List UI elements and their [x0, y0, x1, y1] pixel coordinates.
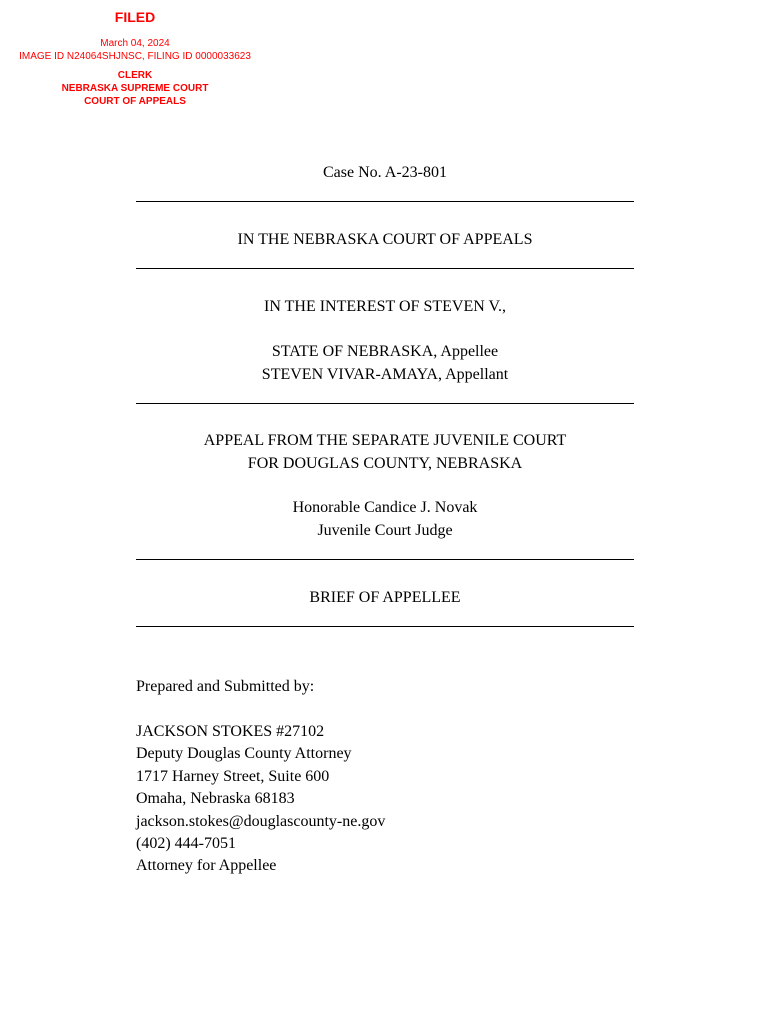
divider [136, 201, 634, 202]
attorney-email: jackson.stokes@douglascounty-ne.gov [136, 812, 386, 830]
brief-title: BRIEF OF APPELLEE [309, 589, 461, 606]
attorney-street: 1717 Harney Street, Suite 600 [136, 767, 330, 785]
divider [136, 559, 634, 560]
appeal-line-2: FOR DOUGLAS COUNTY, NEBRASKA [247, 455, 523, 472]
attorney-role: Attorney for Appellee [136, 857, 277, 875]
stamp-ids: IMAGE ID N24064SHJNSC, FILING ID 0000033623 [19, 51, 251, 62]
divider [136, 626, 634, 627]
attorney-name: JACKSON STOKES #27102 [136, 723, 325, 740]
stamp-clerk-line: COURT OF APPEALS [84, 96, 186, 107]
appeal-line-1: APPEAL FROM THE SEPARATE JUVENILE COURT [203, 432, 567, 449]
attorney-phone: (402) 444-7051 [136, 834, 236, 852]
stamp-date: March 04, 2024 [100, 38, 170, 49]
stamp-status: FILED [114, 9, 156, 25]
divider [136, 403, 634, 404]
stamp-clerk-line: CLERK [117, 70, 153, 81]
judge-title: Juvenile Court Judge [317, 522, 453, 539]
attorney-position: Deputy Douglas County Attorney [136, 745, 352, 763]
interest-line: IN THE INTEREST OF STEVEN V., [264, 298, 506, 315]
case-number: Case No. A-23-801 [323, 164, 447, 181]
attorney-city: Omaha, Nebraska 68183 [136, 790, 295, 808]
stamp-clerk-line: NEBRASKA SUPREME COURT [61, 83, 209, 94]
judge-name: Honorable Candice J. Novak [292, 499, 478, 516]
attorney-block [136, 721, 385, 878]
filing-stamp [0, 8, 270, 108]
appellant-party: STEVEN VIVAR-AMAYA, Appellant [261, 366, 509, 383]
submission-heading: Prepared and Submitted by: [136, 678, 315, 695]
appellee-party: STATE OF NEBRASKA, Appellee [271, 343, 499, 360]
court-name: IN THE NEBRASKA COURT OF APPEALS [237, 231, 533, 248]
divider [136, 268, 634, 269]
